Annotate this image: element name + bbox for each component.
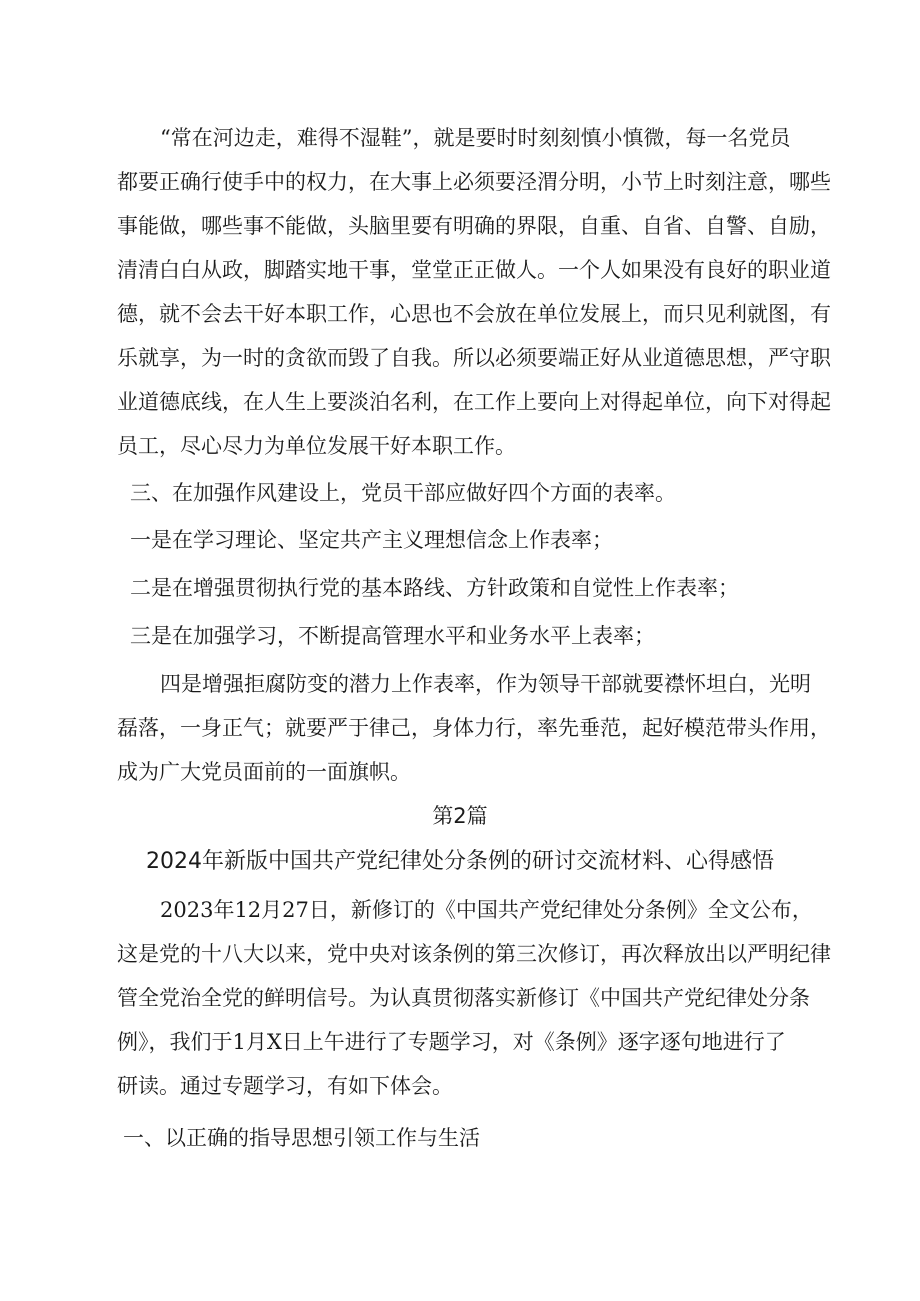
section-heading: 三、在加强作风建设上，党员干部应做好四个方面的表率。	[130, 481, 676, 505]
document-title: 2024年新版中国共产党纪律处分条例的研讨交流材料、心得感悟	[146, 849, 774, 874]
paragraph-line: 事能做，哪些事不能做，头脑里要有明确的界限，自重、自省、自警、自励，	[117, 214, 831, 238]
paragraph-line: 研读。通过专题学习，有如下体会。	[117, 1074, 453, 1098]
paragraph-line: 都要正确行使手中的权力，在大事上必须要泾渭分明，小节上时刻注意，哪些	[117, 170, 831, 194]
paragraph-line: 例》，我们于1月X日上午进行了专题学习，对《条例》逐字逐句地进行了	[117, 1030, 786, 1054]
paragraph-line: 员工，尽心尽力为单位发展干好本职工作。	[117, 434, 516, 458]
paragraph-line: 管全党治全党的鲜明信号。为认真贯彻落实新修订《中国共产党纪律处分条	[117, 986, 810, 1010]
list-item-continued: 磊落，一身正气；就要严于律己，身体力行，率先垂范，起好模范带头作用，	[117, 716, 831, 740]
paragraph-line: 乐就享，为一时的贪欲而毁了自我。所以必须要端正好从业道德思想，严守职	[117, 346, 831, 370]
paragraph-line: 2023年12月27日，新修订的《中国共产党纪律处分条例》全文公布，	[160, 898, 813, 922]
section-heading: 一、以正确的指导思想引领工作与生活	[123, 1126, 480, 1150]
paragraph-line: “常在河边走，难得不湿鞋”，就是要时时刻刻慎小慎微，每一名党员	[160, 126, 791, 150]
list-item: 四是增强拒腐防变的潜力上作表率，作为领导干部就要襟怀坦白，光明	[160, 672, 811, 696]
list-item: 二是在增强贯彻执行党的基本路线、方针政策和自觉性上作表率；	[130, 576, 739, 600]
paragraph-line: 德，就不会去干好本职工作，心思也不会放在单位发展上，而只见利就图，有	[117, 302, 831, 326]
list-item: 一是在学习理论、坚定共产主义理想信念上作表率；	[130, 528, 613, 552]
list-item: 三是在加强学习，不断提高管理水平和业务水平上表率；	[130, 624, 655, 648]
paragraph-line: 这是党的十八大以来，党中央对该条例的第三次修订，再次释放出以严明纪律	[117, 942, 831, 966]
paragraph-line: 业道德底线，在人生上要淡泊名利，在工作上要向上对得起单位，向下对得起	[117, 390, 831, 414]
list-item-continued: 成为广大党员面前的一面旗帜。	[117, 760, 411, 784]
paragraph-line: 清清白白从政，脚踏实地干事，堂堂正正做人。一个人如果没有良好的职业道	[117, 258, 831, 282]
part-number: 第2篇	[432, 804, 488, 828]
